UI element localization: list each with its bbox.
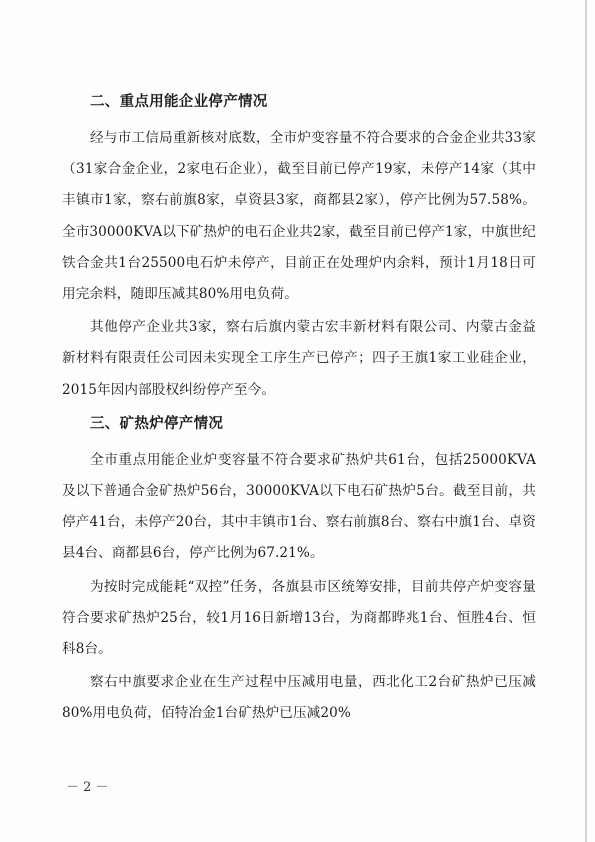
section-2-paragraph-1: 经与市工信局重新核对底数，全市炉变容量不符合要求的合金企业共33家（31家合金企业，2家电石企业），截至目前已停产19家，未停产14家（其中丰镇市1家，察右前旗8家，卓资县3家，商都县2家），停产比例为57.58%。全市30000KVA以下矿热炉的电石企业共2家，截至目前已停产1家，中旗世纪铁合金共1台25500电石炉未停产，目前正在处理炉内余料，预计1月18日可用完余料，随即压减其80%用电负荷。 [62,130,536,303]
page-edge-shadow [585,0,587,842]
section-2-heading: 二、重点用能企业停产情况 [90,94,268,110]
document-body [62,92,536,730]
section-3-paragraph-3: 察右中旗要求企业在生产过程中压减用电量，西北化工2台矿热炉已压减80%用电负荷，佰特冶金1台矿热炉已压减20% [62,674,536,722]
section-3-heading: 三、矿热炉停产情况 [90,415,224,432]
section-2-paragraph-2: 其他停产企业共3家，察右后旗内蒙古宏丰新材料有限公司、内蒙古金益新材料有限责任公司因未实现全工序生产已停产；四子王旗1家工业硅企业，2015年因内部股权纠纷停产至今。 [62,319,536,398]
page-number: － 2 － [66,780,109,795]
section-3-paragraph-2: 为按时完成能耗“双控”任务，各旗县市区统筹安排，目前共停产炉变容量符合要求矿热炉25台，较1月16日新增13台，为商都晔兆1台、恒胜4台、恒科8台。 [62,578,536,658]
section-3-paragraph-1: 全市重点用能企业炉变容量不符合要求矿热炉共61台，包括25000KVA及以下普通合金矿热炉56台，30000KVA以下电石矿热炉5台。截至目前，共停产41台，未停产20台，其中丰镇市1台、察右前旗8台、察右中旗1台、卓资县4台、商都县6台，停产比例为67.21%。 [62,451,536,562]
